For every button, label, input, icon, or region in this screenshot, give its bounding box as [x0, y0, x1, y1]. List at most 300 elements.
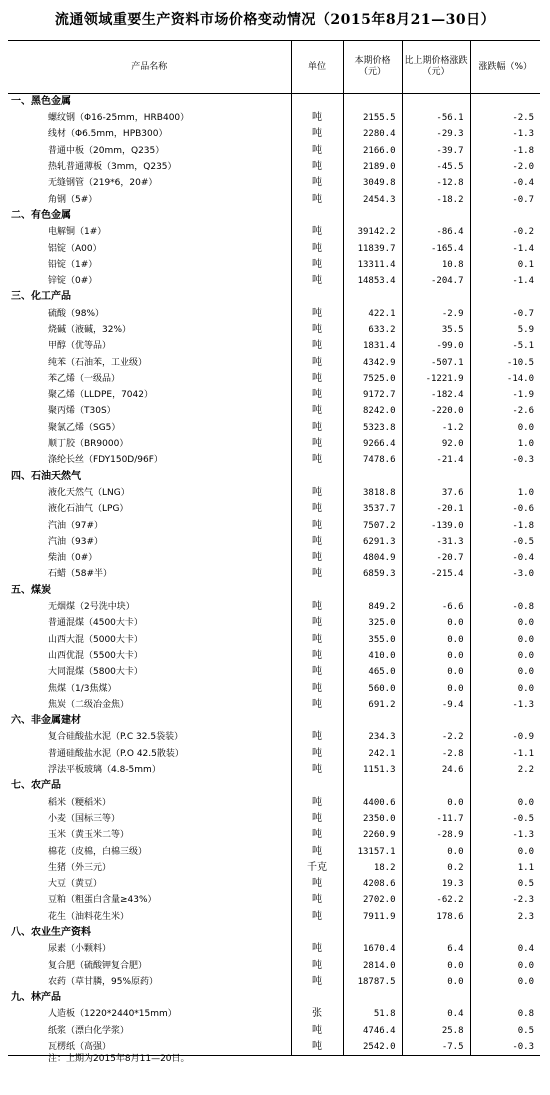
change-percent-cell: -1.4: [470, 273, 540, 289]
unit-cell: 吨: [291, 664, 343, 680]
table-row: [8, 909, 540, 925]
category-label: 四、石油天然气: [11, 470, 81, 482]
price-change-cell: -29.3: [402, 126, 470, 142]
change-percent-cell: -0.3: [470, 1039, 540, 1056]
price-cell: 410.0: [343, 648, 402, 664]
unit-cell: 吨: [291, 387, 343, 403]
table-row: [8, 697, 540, 713]
unit-cell: 吨: [291, 599, 343, 615]
product-name-cell: 玉米（黄玉米二等）: [48, 830, 130, 841]
price-change-cell: -39.7: [402, 143, 470, 159]
table-row: [8, 729, 540, 745]
price-change-cell: 6.4: [402, 941, 470, 957]
product-name-cell: 线材（Φ6.5mm，HPB300）: [48, 129, 168, 140]
price-change-cell: 35.5: [402, 322, 470, 338]
empty-cell: [291, 713, 343, 729]
price-cell: 7911.9: [343, 909, 402, 925]
price-cell: 4208.6: [343, 876, 402, 892]
price-cell: 2542.0: [343, 1039, 402, 1056]
category-row: [8, 583, 540, 599]
product-name-cell: 硫酸（98%）: [48, 308, 105, 319]
price-change-cell: -7.5: [402, 1039, 470, 1056]
table-row: [8, 175, 540, 191]
empty-cell: [343, 289, 402, 305]
empty-cell: [470, 208, 540, 224]
unit-cell: 吨: [291, 843, 343, 859]
table-row: [8, 974, 540, 990]
change-percent-cell: -1.8: [470, 517, 540, 533]
unit-cell: 吨: [291, 240, 343, 256]
price-cell: 242.1: [343, 746, 402, 762]
change-percent-cell: -0.7: [470, 191, 540, 207]
price-cell: 18.2: [343, 860, 402, 876]
empty-cell: [343, 713, 402, 729]
price-change-cell: -220.0: [402, 403, 470, 419]
price-cell: 4342.9: [343, 354, 402, 370]
table-row: [8, 322, 540, 338]
price-cell: 6291.3: [343, 534, 402, 550]
unit-cell: 吨: [291, 501, 343, 517]
product-name-cell: 汽油（93#）: [48, 536, 103, 547]
price-change-cell: -20.1: [402, 501, 470, 517]
empty-cell: [343, 583, 402, 599]
empty-cell: [343, 778, 402, 794]
product-name-cell: 涤纶长丝（FDY150D/96F）: [48, 455, 163, 466]
change-percent-cell: -1.8: [470, 143, 540, 159]
table-row: [8, 387, 540, 403]
category-row: [8, 289, 540, 305]
category-label: 六、非金属建材: [11, 715, 81, 727]
price-change-cell: 0.0: [402, 632, 470, 648]
unit-cell: 吨: [291, 257, 343, 273]
unit-cell: 吨: [291, 632, 343, 648]
category-row: [8, 925, 540, 941]
price-cell: 13311.4: [343, 257, 402, 273]
header-price-change: 比上期价格涨跌（元）: [402, 41, 470, 94]
change-percent-cell: 0.0: [470, 615, 540, 631]
price-cell: 39142.2: [343, 224, 402, 240]
table-row: [8, 534, 540, 550]
price-change-cell: -2.8: [402, 746, 470, 762]
price-change-cell: -6.6: [402, 599, 470, 615]
change-percent-cell: -0.7: [470, 306, 540, 322]
empty-cell: [470, 778, 540, 794]
product-name-cell: 普通混煤（4500大卡）: [48, 618, 143, 629]
change-percent-cell: -2.3: [470, 892, 540, 908]
change-percent-cell: -0.3: [470, 452, 540, 468]
price-cell: 1831.4: [343, 338, 402, 354]
price-change-cell: -165.4: [402, 240, 470, 256]
table-row: [8, 1023, 540, 1039]
price-cell: 7507.2: [343, 517, 402, 533]
product-name-cell: 纸浆（漂白化学浆）: [48, 1025, 130, 1036]
price-cell: 2189.0: [343, 159, 402, 175]
price-cell: 2702.0: [343, 892, 402, 908]
price-change-cell: 0.0: [402, 648, 470, 664]
category-label: 八、农业生产资料: [11, 926, 91, 938]
price-table: [8, 40, 540, 1056]
price-cell: 4746.4: [343, 1023, 402, 1039]
price-cell: 3818.8: [343, 485, 402, 501]
price-cell: 560.0: [343, 680, 402, 696]
unit-cell: 吨: [291, 436, 343, 452]
product-name-cell: 人造板（1220*2440*15mm）: [48, 1009, 177, 1020]
product-name-cell: 普通硅酸盐水泥（P.O 42.5散装）: [48, 748, 184, 759]
table-row: [8, 550, 540, 566]
product-name-cell: 铅锭（1#）: [48, 259, 98, 270]
change-percent-cell: -0.5: [470, 534, 540, 550]
table-row: [8, 680, 540, 696]
price-change-cell: 10.8: [402, 257, 470, 273]
empty-cell: [343, 990, 402, 1006]
price-cell: 2814.0: [343, 957, 402, 973]
change-percent-cell: -3.0: [470, 566, 540, 582]
change-percent-cell: 0.5: [470, 1023, 540, 1039]
change-percent-cell: -0.6: [470, 501, 540, 517]
empty-cell: [343, 208, 402, 224]
price-change-cell: -2.2: [402, 729, 470, 745]
price-change-cell: -28.9: [402, 827, 470, 843]
price-cell: 8242.0: [343, 403, 402, 419]
change-percent-cell: 0.0: [470, 957, 540, 973]
table-row: [8, 126, 540, 142]
table-row: [8, 191, 540, 207]
header-current-price: 本期价格（元）: [343, 41, 402, 94]
price-change-cell: -9.4: [402, 697, 470, 713]
unit-cell: 吨: [291, 306, 343, 322]
price-cell: 2166.0: [343, 143, 402, 159]
price-change-cell: 0.0: [402, 680, 470, 696]
table-row: [8, 436, 540, 452]
product-name-cell: 无缝钢管（219*6，20#）: [48, 178, 158, 189]
empty-cell: [291, 925, 343, 941]
header-unit: 单位: [291, 41, 343, 94]
empty-cell: [291, 208, 343, 224]
category-label: 五、煤炭: [11, 584, 51, 596]
product-name-cell: 农药（草甘膦，95%原药）: [48, 976, 159, 987]
unit-cell: 吨: [291, 892, 343, 908]
empty-cell: [291, 583, 343, 599]
empty-cell: [291, 990, 343, 1006]
table-row: [8, 501, 540, 517]
unit-cell: 吨: [291, 224, 343, 240]
price-cell: 7525.0: [343, 371, 402, 387]
price-change-cell: -215.4: [402, 566, 470, 582]
price-change-cell: -1221.9: [402, 371, 470, 387]
empty-cell: [402, 583, 470, 599]
change-percent-cell: 1.0: [470, 436, 540, 452]
price-cell: 633.2: [343, 322, 402, 338]
empty-cell: [343, 469, 402, 485]
change-percent-cell: -5.1: [470, 338, 540, 354]
price-change-cell: 0.0: [402, 974, 470, 990]
price-change-cell: -20.7: [402, 550, 470, 566]
product-name-cell: 普通中板（20mm，Q235）: [48, 145, 165, 156]
price-cell: 18787.5: [343, 974, 402, 990]
unit-cell: 吨: [291, 1023, 343, 1039]
change-percent-cell: -0.4: [470, 550, 540, 566]
price-change-cell: 0.0: [402, 664, 470, 680]
change-percent-cell: 0.1: [470, 257, 540, 273]
product-name-cell: 大同混煤（5800大卡）: [48, 667, 143, 678]
unit-cell: 吨: [291, 909, 343, 925]
product-name-cell: 复合肥（硫酸钾复合肥）: [48, 960, 148, 971]
header-product-name: 产品名称: [8, 41, 291, 94]
unit-cell: 吨: [291, 338, 343, 354]
table-row: [8, 794, 540, 810]
price-change-cell: -2.9: [402, 306, 470, 322]
unit-cell: 吨: [291, 1039, 343, 1056]
price-change-cell: -62.2: [402, 892, 470, 908]
unit-cell: 吨: [291, 974, 343, 990]
unit-cell: 吨: [291, 452, 343, 468]
change-percent-cell: 0.0: [470, 632, 540, 648]
price-cell: 4804.9: [343, 550, 402, 566]
price-change-cell: -182.4: [402, 387, 470, 403]
price-change-cell: -56.1: [402, 110, 470, 126]
category-row: [8, 469, 540, 485]
table-row: [8, 664, 540, 680]
change-percent-cell: -1.3: [470, 827, 540, 843]
price-cell: 2350.0: [343, 811, 402, 827]
table-row: [8, 892, 540, 908]
category-row: [8, 778, 540, 794]
price-cell: 9172.7: [343, 387, 402, 403]
price-cell: 51.8: [343, 1006, 402, 1022]
unit-cell: 吨: [291, 648, 343, 664]
change-percent-cell: 1.1: [470, 860, 540, 876]
table-row: [8, 599, 540, 615]
price-cell: 325.0: [343, 615, 402, 631]
table-row: [8, 420, 540, 436]
price-cell: 9266.4: [343, 436, 402, 452]
category-row: [8, 990, 540, 1006]
price-cell: 1670.4: [343, 941, 402, 957]
price-change-cell: -507.1: [402, 354, 470, 370]
product-name-cell: 聚乙烯（LLDPE，7042）: [48, 390, 153, 401]
price-change-cell: 0.0: [402, 957, 470, 973]
price-cell: 2260.9: [343, 827, 402, 843]
product-name-cell: 聚丙烯（T30S）: [48, 406, 116, 417]
empty-cell: [470, 94, 540, 111]
change-percent-cell: 0.0: [470, 794, 540, 810]
product-name-cell: 焦炭（二级冶金焦）: [48, 699, 130, 710]
price-change-cell: -1.2: [402, 420, 470, 436]
price-change-cell: -99.0: [402, 338, 470, 354]
price-cell: 13157.1: [343, 843, 402, 859]
table-row: [8, 648, 540, 664]
product-name-cell: 山西优混（5500大卡）: [48, 650, 143, 661]
price-cell: 14853.4: [343, 273, 402, 289]
price-change-cell: 19.3: [402, 876, 470, 892]
category-label: 九、林产品: [11, 992, 61, 1004]
unit-cell: 张: [291, 1006, 343, 1022]
price-cell: 2454.3: [343, 191, 402, 207]
unit-cell: 吨: [291, 680, 343, 696]
table-row: [8, 371, 540, 387]
unit-cell: 吨: [291, 941, 343, 957]
product-name-cell: 液化石油气（LPG）: [48, 504, 129, 515]
category-row: [8, 208, 540, 224]
table-row: [8, 566, 540, 582]
product-name-cell: 尿素（小颗料）: [48, 944, 112, 955]
product-name-cell: 生猪（外三元）: [48, 862, 112, 873]
unit-cell: 吨: [291, 550, 343, 566]
price-cell: 849.2: [343, 599, 402, 615]
change-percent-cell: -0.8: [470, 599, 540, 615]
empty-cell: [343, 925, 402, 941]
price-cell: 4400.6: [343, 794, 402, 810]
product-name-cell: 顺丁胶（BR9000）: [48, 439, 129, 450]
change-percent-cell: -0.4: [470, 175, 540, 191]
empty-cell: [291, 94, 343, 111]
product-name-cell: 大豆（黄豆）: [48, 879, 103, 890]
change-percent-cell: 2.2: [470, 762, 540, 778]
change-percent-cell: -1.9: [470, 387, 540, 403]
product-name-cell: 聚氯乙烯（SG5）: [48, 422, 121, 433]
change-percent-cell: -1.4: [470, 240, 540, 256]
empty-cell: [402, 94, 470, 111]
header-change-percent: 涨跌幅（%）: [470, 41, 540, 94]
price-change-cell: 178.6: [402, 909, 470, 925]
table-row: [8, 452, 540, 468]
product-name-cell: 山西大混（5000大卡）: [48, 634, 143, 645]
table-row: [8, 143, 540, 159]
table-body: [8, 94, 540, 1056]
unit-cell: 吨: [291, 811, 343, 827]
table-row: [8, 860, 540, 876]
price-cell: 2155.5: [343, 110, 402, 126]
table-row: [8, 257, 540, 273]
change-percent-cell: 2.3: [470, 909, 540, 925]
price-change-cell: 92.0: [402, 436, 470, 452]
change-percent-cell: -2.0: [470, 159, 540, 175]
table-row: [8, 941, 540, 957]
change-percent-cell: -2.6: [470, 403, 540, 419]
price-change-cell: -11.7: [402, 811, 470, 827]
price-cell: 2280.4: [343, 126, 402, 142]
price-cell: 6859.3: [343, 566, 402, 582]
empty-cell: [470, 469, 540, 485]
price-change-cell: 0.0: [402, 615, 470, 631]
table-row: [8, 827, 540, 843]
unit-cell: 吨: [291, 420, 343, 436]
change-percent-cell: 0.0: [470, 664, 540, 680]
unit-cell: 吨: [291, 827, 343, 843]
empty-cell: [470, 289, 540, 305]
table-header-row: [8, 41, 540, 94]
empty-cell: [291, 469, 343, 485]
table-row: [8, 224, 540, 240]
empty-cell: [291, 778, 343, 794]
change-percent-cell: -1.1: [470, 746, 540, 762]
table-row: [8, 159, 540, 175]
empty-cell: [402, 208, 470, 224]
unit-cell: 吨: [291, 273, 343, 289]
product-name-cell: 烧碱（液碱，32%）: [48, 325, 132, 335]
table-row: [8, 338, 540, 354]
table-row: [8, 403, 540, 419]
empty-cell: [402, 925, 470, 941]
product-name-cell: 浮法平板玻璃（4.8-5mm）: [48, 765, 161, 776]
unit-cell: 吨: [291, 566, 343, 582]
change-percent-cell: -2.5: [470, 110, 540, 126]
unit-cell: 吨: [291, 126, 343, 142]
table-row: [8, 1006, 540, 1022]
product-name-cell: 石蜡（58#半）: [48, 569, 112, 580]
product-name-cell: 纯苯（石油苯，工业级）: [48, 357, 148, 368]
product-name-cell: 无烟煤（2号洗中块）: [48, 602, 135, 613]
price-change-cell: 0.0: [402, 843, 470, 859]
price-change-cell: 0.2: [402, 860, 470, 876]
category-label: 七、农产品: [11, 780, 61, 792]
price-change-cell: -18.2: [402, 191, 470, 207]
change-percent-cell: -10.5: [470, 354, 540, 370]
change-percent-cell: -0.9: [470, 729, 540, 745]
table-row: [8, 746, 540, 762]
product-name-cell: 花生（油料花生米）: [48, 911, 130, 922]
product-name-cell: 小麦（国标三等）: [48, 813, 121, 824]
page-title: 流通领域重要生产资料市场价格变动情况（2015年8月21—30日）: [54, 12, 496, 28]
unit-cell: 吨: [291, 159, 343, 175]
category-label: 二、有色金属: [11, 209, 71, 221]
product-name-cell: 苯乙烯（一级品）: [48, 373, 121, 384]
price-change-cell: -204.7: [402, 273, 470, 289]
table-row: [8, 485, 540, 501]
table-row: [8, 354, 540, 370]
price-cell: 3049.8: [343, 175, 402, 191]
product-name-cell: 焦煤（1/3焦煤）: [48, 683, 117, 694]
product-name-cell: 电解铜（1#）: [48, 227, 107, 238]
table-row: [8, 876, 540, 892]
empty-cell: [291, 289, 343, 305]
change-percent-cell: -0.2: [470, 224, 540, 240]
table-row: [8, 762, 540, 778]
unit-cell: 吨: [291, 762, 343, 778]
price-cell: 234.3: [343, 729, 402, 745]
change-percent-cell: 1.0: [470, 485, 540, 501]
price-change-cell: -139.0: [402, 517, 470, 533]
change-percent-cell: 0.8: [470, 1006, 540, 1022]
price-cell: 3537.7: [343, 501, 402, 517]
price-change-cell: -31.3: [402, 534, 470, 550]
table-row: [8, 615, 540, 631]
product-name-cell: 瓦楞纸（高强）: [8, 1039, 291, 1056]
table-row: [8, 632, 540, 648]
empty-cell: [470, 990, 540, 1006]
product-name-cell: 角钢（5#）: [48, 194, 98, 205]
unit-cell: 千克: [291, 860, 343, 876]
table-row: [8, 110, 540, 126]
product-name-cell: 棉花（皮棉，白棉三级）: [48, 846, 148, 857]
empty-cell: [402, 713, 470, 729]
empty-cell: [402, 469, 470, 485]
category-label: 三、化工产品: [11, 291, 71, 303]
product-name-cell: 甲醇（优等品）: [48, 341, 112, 352]
change-percent-cell: -1.3: [470, 126, 540, 142]
unit-cell: 吨: [291, 534, 343, 550]
product-name-cell: 豆粕（粗蛋白含量≥43%）: [48, 895, 157, 906]
unit-cell: 吨: [291, 354, 343, 370]
price-cell: 7478.6: [343, 452, 402, 468]
table-row: [8, 843, 540, 859]
price-cell: 355.0: [343, 632, 402, 648]
product-name-cell: 铝锭（A00）: [48, 243, 102, 254]
price-change-cell: -12.8: [402, 175, 470, 191]
change-percent-cell: 0.0: [470, 680, 540, 696]
product-name-cell: 热轧普通薄板（3mm，Q235）: [48, 162, 177, 173]
change-percent-cell: -0.5: [470, 811, 540, 827]
